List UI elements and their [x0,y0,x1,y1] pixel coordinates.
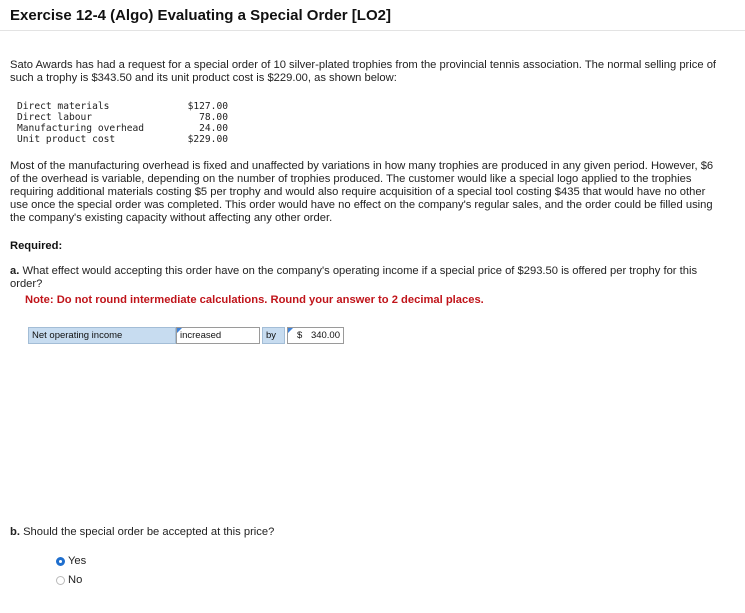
cost-amount: $127.00 [187,101,228,112]
question-letter: a. [10,265,20,277]
radio-selected-icon[interactable] [56,557,65,566]
effect-dropdown[interactable] [176,327,260,344]
required-heading: Required: [10,240,63,252]
rounding-note: Note: Do not round intermediate calculations. Round your answer to 2 decimal places. [25,294,484,306]
option-no[interactable] [56,574,82,586]
intro-text: Sato Awards has had a request for a special order of 10 silver-plated trophies from the provincial tennis association. The normal selling price of such a trophy is $343.50 and its unit product cost is $229.00, as shown below: [10,59,717,84]
table-row [17,134,228,145]
cost-amount: $229.00 [187,134,228,145]
cost-label: Manufacturing overhead [17,123,145,134]
cost-label: Direct materials [17,101,110,112]
currency-symbol: $ [297,330,303,341]
by-label: by [262,327,285,344]
cost-label: Direct labour [17,112,93,123]
option-label: Yes [68,555,87,567]
question-text: Should the special order be accepted at this price? [23,526,275,538]
option-yes[interactable] [56,555,86,567]
amount-value: 340.00 [310,330,340,341]
cost-label: Unit product cost [17,134,116,145]
table-row [17,101,228,112]
dropdown-marker-icon [177,328,182,333]
cost-amount: 24.00 [199,123,228,134]
question-b [10,526,274,538]
scenario-paragraph: Most of the manufacturing overhead is fixed and unaffected by variations in how many trophies are produced in any given period. However, $6 of the overhead is variable, depending on the number of trophies produced. The customer would like a special logo applied to the trophies requiring additional materials costing $5 per trophy and would also require acquisition of a special tool costing $435 that would have no other use once the special order was completed. This order would have no effect on the company's regular sales, and the order could be filled using the company's existing capacity without affecting any other order. [10,160,714,224]
unit-cost-table [17,101,228,145]
amount-input[interactable] [287,327,344,344]
option-label: No [68,574,83,586]
radio-unselected-icon[interactable] [56,576,65,585]
question-a [10,265,725,291]
question-letter: b. [10,526,20,538]
net-operating-income-label: Net operating income [28,327,176,344]
exercise-title: Exercise 12-4 (Algo) Evaluating a Special Order [LO2] [10,7,391,24]
table-row [17,112,228,123]
title-divider [0,30,745,31]
answer-row-a [28,327,344,344]
cost-amount: 78.00 [199,112,228,123]
effect-value: increased [180,330,222,341]
input-marker-icon [288,328,293,333]
question-text: What effect would accepting this order have on the company's operating income if a special price of $293.50 is offered per trophy for this order? [10,265,698,290]
table-row [17,123,228,134]
